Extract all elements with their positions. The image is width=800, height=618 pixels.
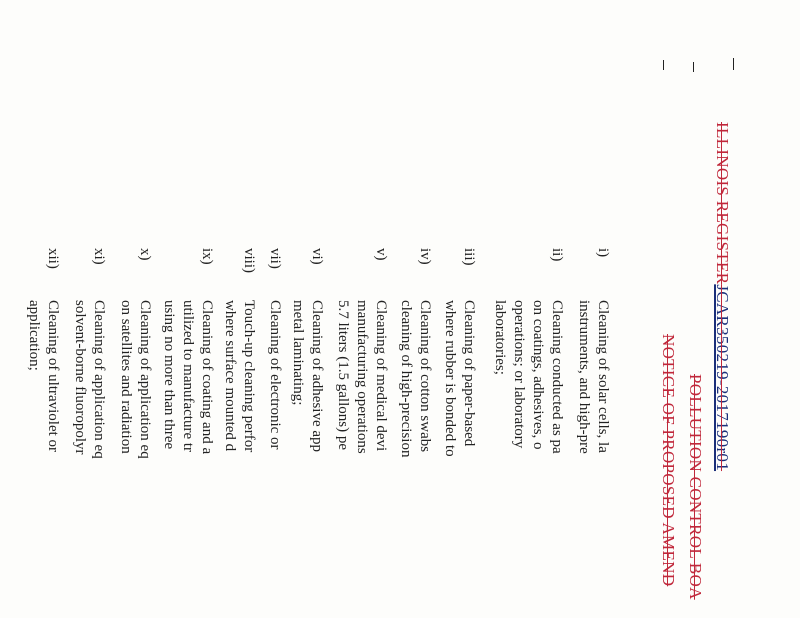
item-number: v)	[373, 248, 389, 261]
item-text: Cleaning of medical devi manufacturing operations 5.7 liters (1.5 gallons) pe	[335, 300, 389, 454]
item-text: Cleaning of cotton swabs cleaning of high-precision	[398, 300, 433, 458]
item-number: iii)	[461, 248, 477, 266]
item-number: x)	[137, 248, 153, 261]
item-number: xi)	[91, 248, 107, 265]
item-number: viii)	[241, 248, 257, 273]
item-text: Touch-up cleaning perfor where surface mounted d	[222, 300, 257, 453]
register-title-struck: ILLINOIS REGISTER	[713, 122, 732, 285]
item-number: xii)	[45, 248, 61, 269]
item-number: vi)	[309, 248, 325, 265]
item-number: ii)	[549, 248, 565, 262]
item-text: Cleaning conducted as pa on coatings, adhesives, o operations; or laboratory laboratories;	[492, 300, 565, 454]
notice-line: NOTICE OF PROPOSED AMEND	[659, 334, 678, 587]
item-text: Cleaning of adhesive app metal laminating;	[290, 300, 325, 453]
item-number: ix)	[199, 248, 215, 265]
item-number: i)	[595, 248, 611, 258]
item-text: Cleaning of application eq on satellites and radiation	[118, 300, 153, 459]
item-text: Cleaning of ultraviolet or application;	[26, 300, 61, 453]
board-line: POLLUTION CONTROL BOA	[686, 374, 705, 600]
register-id-inserted: JCAR350219-2017190r01	[713, 284, 732, 472]
item-text: Cleaning of coating and a utilized to manufacture tr using no more than three	[161, 300, 215, 455]
register-header	[712, 122, 732, 471]
item-text: Cleaning of electronic or	[267, 300, 283, 450]
item-text: Cleaning of application eq solvent-borne fluoropolyr	[72, 300, 107, 459]
item-number: vii)	[267, 248, 283, 269]
item-text: Cleaning of paper-based where rubber is bonded to	[442, 300, 477, 457]
item-number: iv)	[417, 248, 433, 265]
item-text: Cleaning of solar cells, la instruments, and high-pre	[576, 300, 611, 454]
